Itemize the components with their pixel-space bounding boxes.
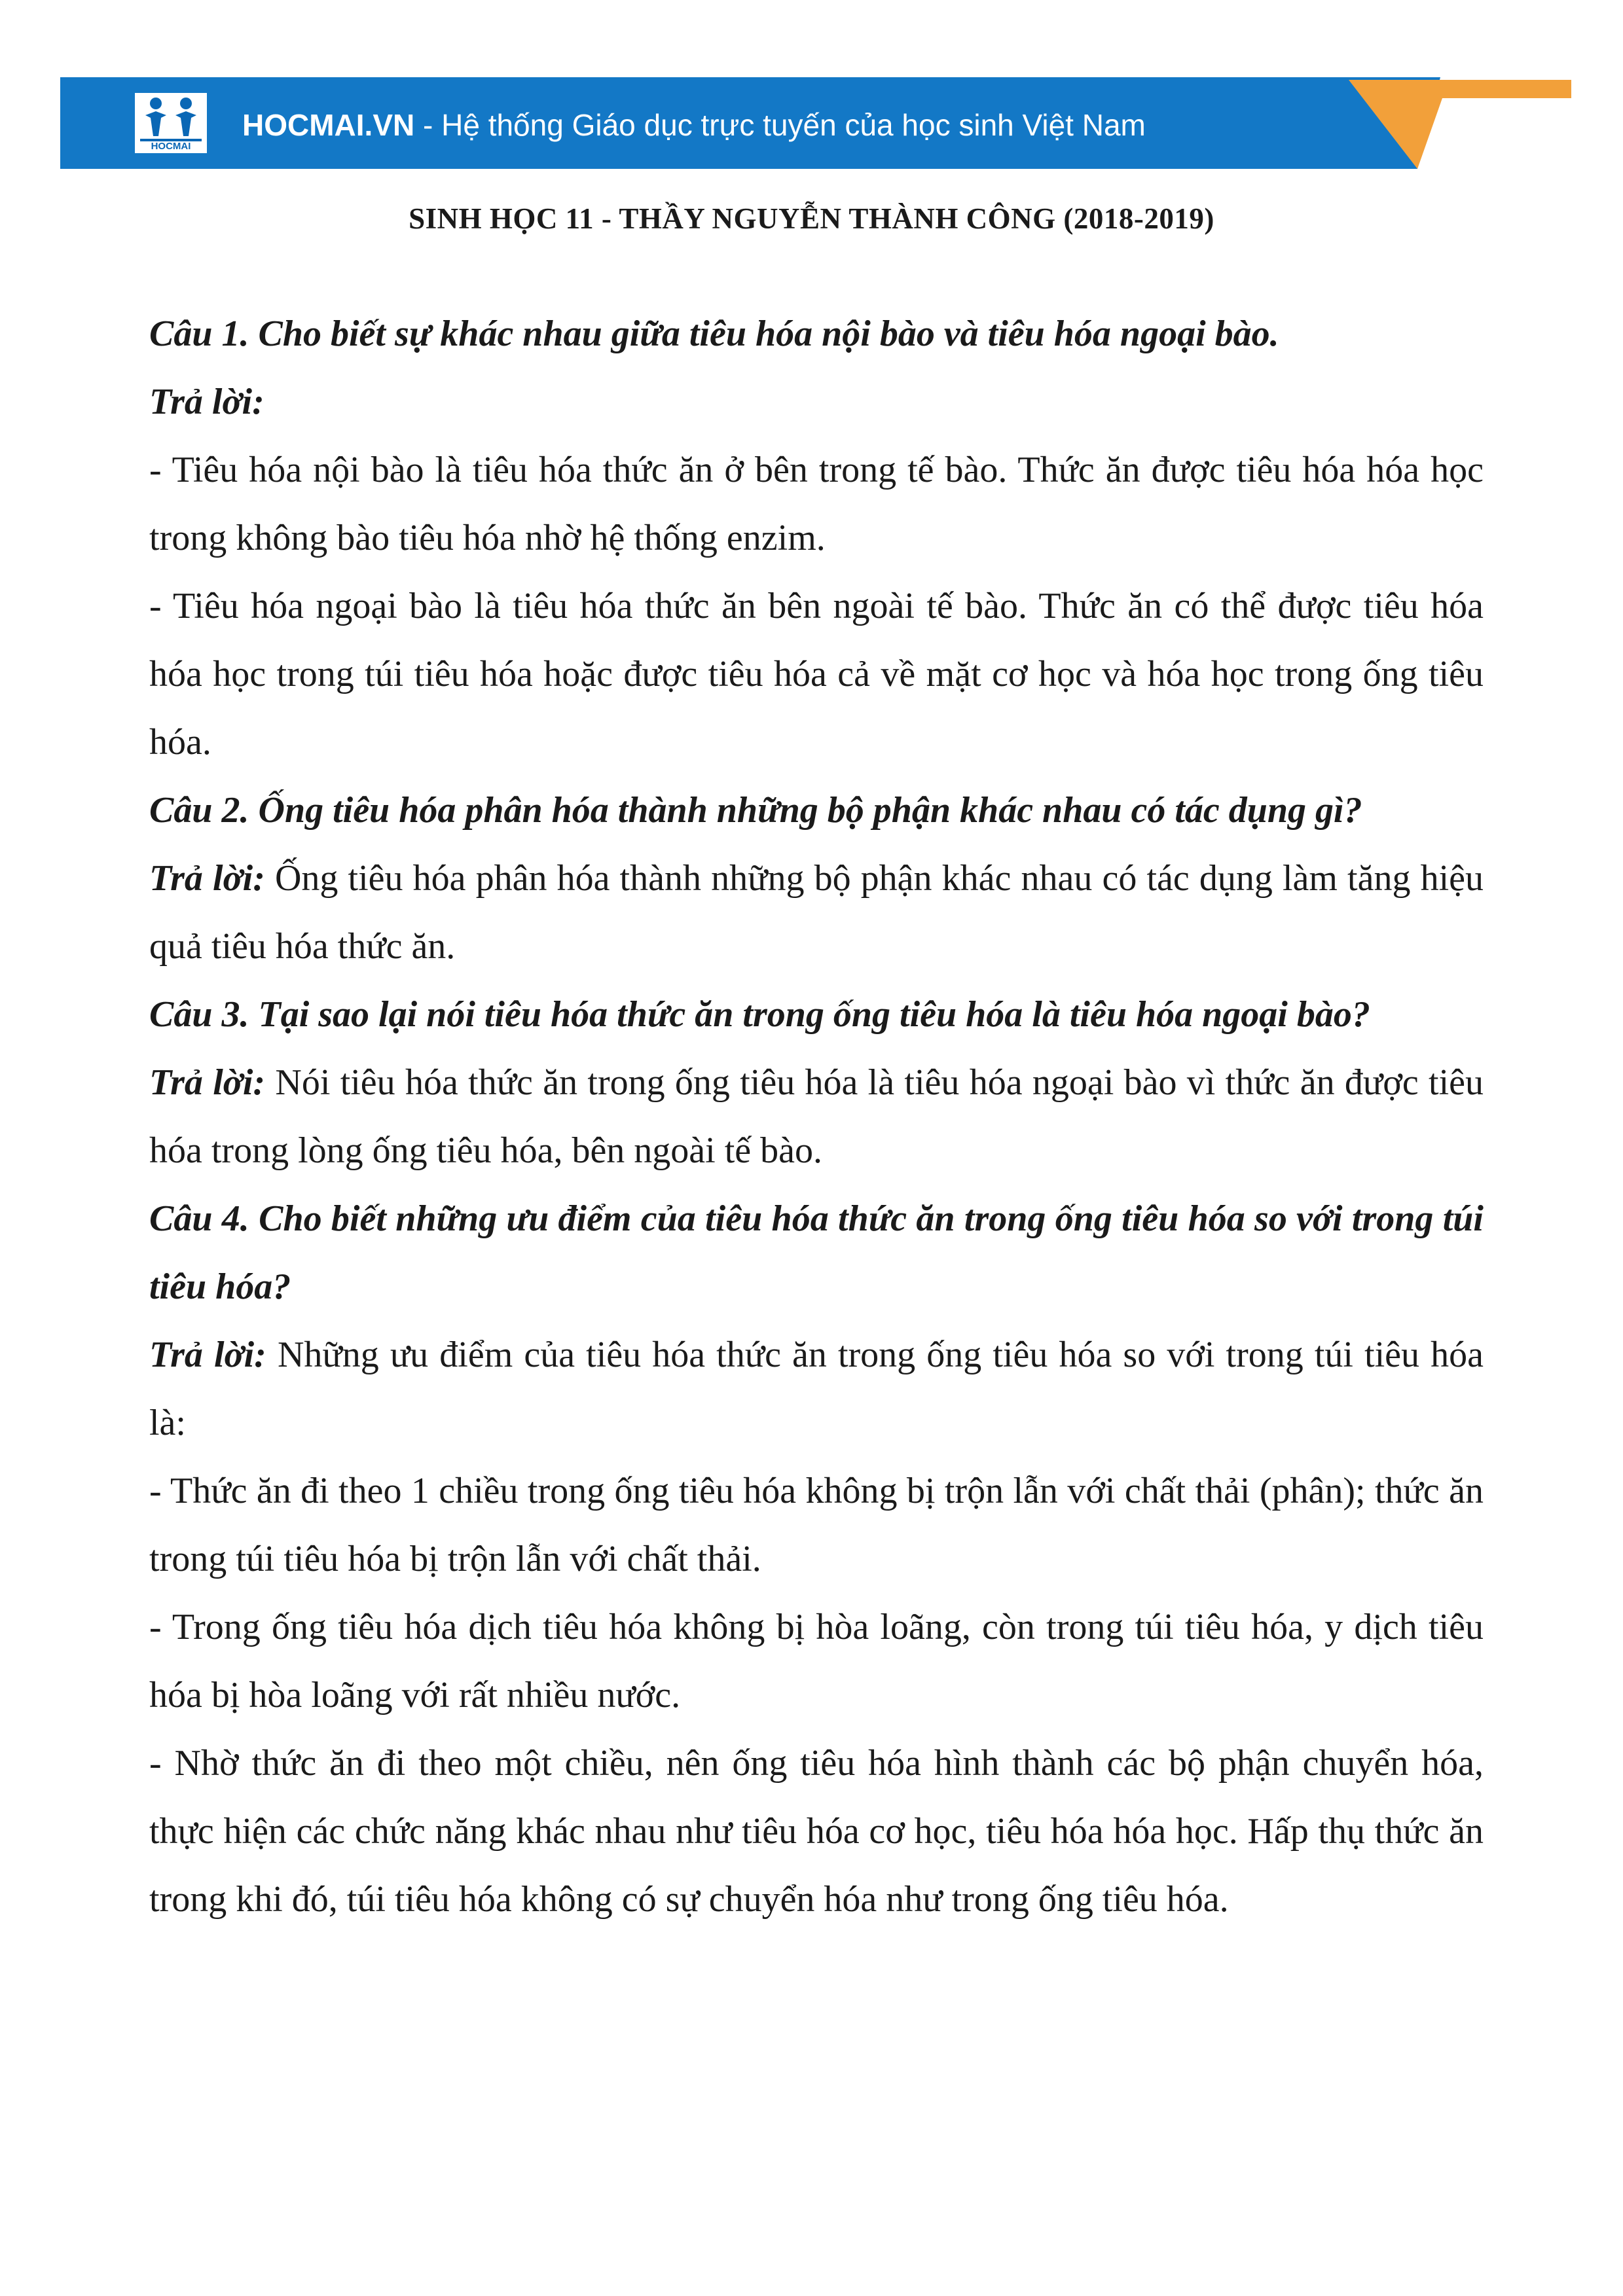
- answer-2-label: Trả lời:: [149, 858, 265, 899]
- answer-2: [149, 844, 1484, 980]
- course-title: SINH HỌC 11 - THẦY NGUYỄN THÀNH CÔNG (2018-2019): [409, 202, 1214, 235]
- document-body: [149, 300, 1484, 1933]
- answer-4-point-1: - Thức ăn đi theo 1 chiều trong ống tiêu hóa không bị trộn lẫn với chất thải (phân); thức ăn trong túi tiêu hóa bị trộn lẫn với chất thải.: [149, 1471, 1484, 1579]
- question-4: Câu 4. Cho biết những ưu điểm của tiêu hóa thức ăn trong ống tiêu hóa so với trong túi tiêu hóa?: [149, 1198, 1484, 1307]
- answer-3-label: Trả lời:: [149, 1062, 266, 1103]
- brand-line: [242, 110, 1146, 140]
- answer-3-text: Nói tiêu hóa thức ăn trong ống tiêu hóa là tiêu hóa ngoại bào vì thức ăn được tiêu hóa trong lòng ống tiêu hóa, bên ngoài tế bào.: [149, 1062, 1484, 1171]
- question-2: Câu 2. Ống tiêu hóa phân hóa thành những bộ phận khác nhau có tác dụng gì?: [149, 790, 1362, 831]
- answer-4-point-2: - Trong ống tiêu hóa dịch tiêu hóa không bị hòa loãng, còn trong túi tiêu hóa, y dịch tiêu hóa bị hòa loãng với rất nhiều nước.: [149, 1607, 1484, 1715]
- brand-tagline: - Hệ thống Giáo dục trực tuyến của học sinh Việt Nam: [414, 108, 1146, 142]
- answer-2-text: Ống tiêu hóa phân hóa thành những bộ phận khác nhau có tác dụng làm tăng hiệu quả tiêu hóa thức ăn.: [149, 858, 1484, 967]
- question-3: Câu 3. Tại sao lại nói tiêu hóa thức ăn trong ống tiêu hóa là tiêu hóa ngoại bào?: [149, 994, 1370, 1035]
- answer-4-text: Những ưu điểm của tiêu hóa thức ăn trong ống tiêu hóa so với trong túi tiêu hóa là:: [149, 1335, 1484, 1443]
- question-1: Câu 1. Cho biết sự khác nhau giữa tiêu hóa nội bào và tiêu hóa ngoại bào.: [149, 314, 1279, 354]
- banner-graphic: [0, 0, 1623, 177]
- answer-4-point-3: - Nhờ thức ăn đi theo một chiều, nên ống tiêu hóa hình thành các bộ phận chuyển hóa, thực hiện các chức năng khác nhau như tiêu hóa cơ học, tiêu hóa hóa học. Hấp thụ thức ăn trong khi đó, túi tiêu hóa không có sự chuyển hóa như trong ống tiêu hóa.: [149, 1743, 1484, 1920]
- answer-1-point-2: - Tiêu hóa ngoại bào là tiêu hóa thức ăn bên ngoài tế bào. Thức ăn có thể được tiêu hóa hóa học trong túi tiêu hóa hoặc được tiêu hóa cả về mặt cơ học và hóa học trong ống tiêu hóa.: [149, 586, 1484, 762]
- answer-3: [149, 1049, 1484, 1185]
- answer-1-point-1: - Tiêu hóa nội bào là tiêu hóa thức ăn ở bên trong tế bào. Thức ăn được tiêu hóa hóa học trong không bào tiêu hóa nhờ hệ thống enzim.: [149, 450, 1484, 558]
- logo-text: HOCMAI: [151, 141, 191, 152]
- answer-4-label: Trả lời:: [149, 1335, 266, 1375]
- answer-1-label: Trả lời:: [149, 382, 264, 422]
- brand-name: HOCMAI.VN: [242, 108, 415, 142]
- answer-4: [149, 1321, 1484, 1457]
